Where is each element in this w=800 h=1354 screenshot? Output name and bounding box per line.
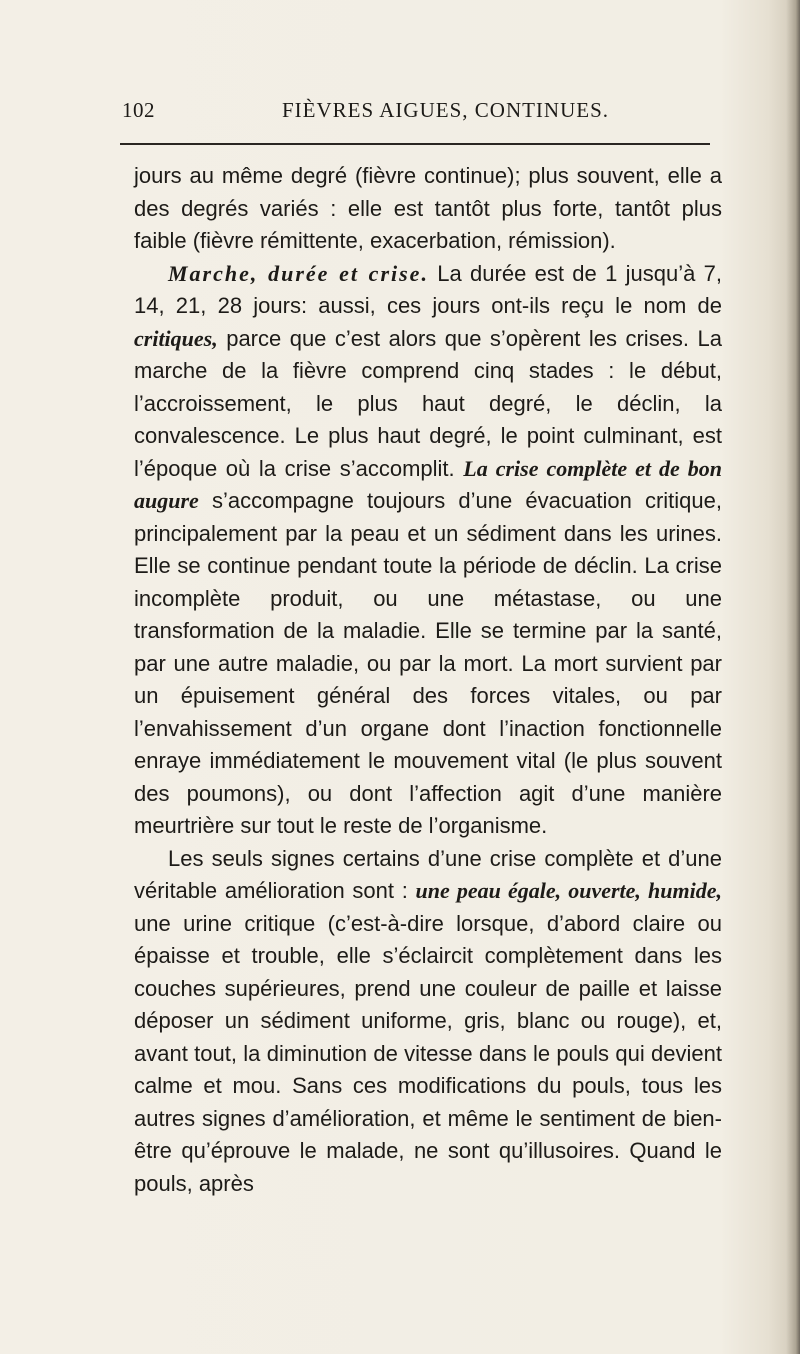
paragraph-2: [134, 258, 722, 843]
paragraph-1: [134, 160, 722, 258]
page-header: [122, 98, 722, 126]
paragraph-2-text-a: La durée est de 1 jusqu’à 7, 14, 21, 28 jours: aussi, ces jours ont-ils reçu le nom de: [134, 260, 722, 318]
paragraph-3: [134, 843, 722, 1201]
paragraph-3-text-a: Les seuls signes certains d’une crise complète et d’une véritable amélioration sont :: [134, 845, 722, 903]
emphasis-crise-complete: La crise complète et de bon augure: [134, 455, 722, 513]
page-edge-shadow: [786, 0, 800, 1354]
section-heading: Marche, durée et crise.: [168, 260, 429, 286]
paragraph-1-text: jours au même degré (fièvre continue); plus souvent, elle a des degrés variés : elle est tantôt plus forte, tantôt plus faible (fièvre rémittente, exacerbation, rémission).: [134, 163, 722, 253]
emphasis-peau: une peau égale, ouverte, humide,: [415, 878, 722, 903]
emphasis-critiques: critiques,: [134, 325, 218, 351]
paragraph-3-text-b: une urine critique (c’est-à-dire lorsque, d’abord claire ou épaisse et trouble, elle s’éclaircit complètement dans les couches supérieures, prend une couleur de paille et laisse déposer un sédiment uniforme, gris, blanc ou rouge), et, avant tout, la diminution de vitesse dans le pouls qui devient calme et mou. Sans ces modifications du pouls, tous les autres signes d’amélioration, et même le sentiment de bien-être qu’éprouve le malade, ne sont qu’illusoires. Quand le pouls, après: [134, 910, 722, 1196]
body-text: [134, 160, 722, 1200]
page-number: 102: [122, 98, 155, 122]
paragraph-2-text-b: parce que c’est alors que s’opèrent les crises. La marche de la fièvre comprend cinq stades : le début, l’accroissement, le plus haut degré, le déclin, la convalescence. Le plus haut degré, le point culminant, est l’époque où la crise s’accomplit.: [134, 325, 722, 481]
header-rule: [120, 143, 710, 145]
running-title: FIÈVRES AIGUES, CONTINUES.: [282, 98, 610, 122]
paragraph-2-text-c: s’accompagne toujours d’une évacuation critique, principalement par la peau et un sédiment dans les urines. Elle se continue pendant toute la période de déclin. La crise incomplète produit, ou une métastase, ou une transformation de la maladie. Elle se termine par la santé, par une autre maladie, ou par la mort. La mort survient par un épuisement général des forces vitales, ou par l’envahissement d’un organe dont l’inaction fonctionnelle enraye immédiatement le mouvement vital (le plus souvent des poumons), ou dont l’affection agit d’une manière meurtrière sur tout le reste de l’organisme.: [134, 488, 722, 838]
